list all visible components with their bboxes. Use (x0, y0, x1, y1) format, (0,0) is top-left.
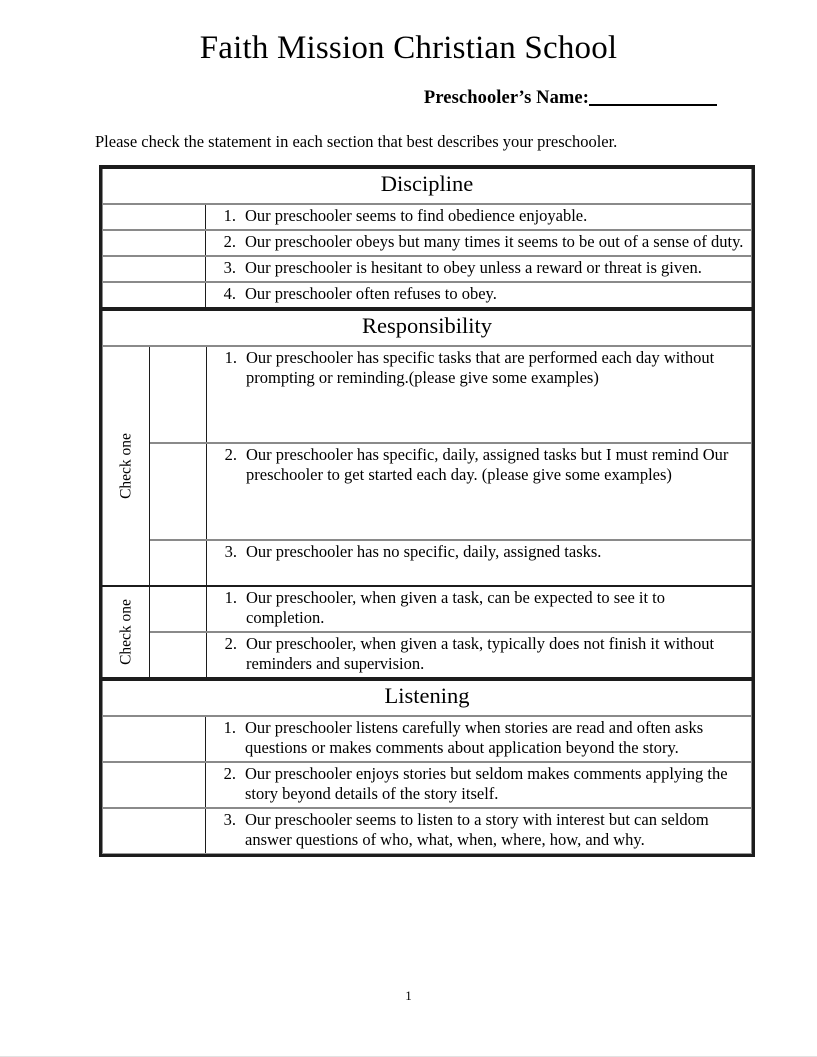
statement-text: Our preschooler seems to find obedience enjoyable. (245, 205, 588, 225)
checkbox-cell[interactable] (102, 717, 206, 761)
checkbox-cell[interactable] (102, 283, 206, 307)
section-rows (102, 717, 752, 854)
statement-cell (206, 257, 752, 281)
checkbox-cell[interactable] (150, 633, 207, 677)
checkbox-cell[interactable] (150, 541, 207, 585)
statement-text: Our preschooler often refuses to obey. (245, 283, 497, 303)
preschooler-name-input[interactable] (589, 104, 717, 106)
table-row (150, 587, 752, 633)
statement-text: Our preschooler listens carefully when stories are read and often asks questions or makes comments about application beyond the story. (245, 717, 704, 757)
table-row (102, 809, 752, 853)
table-row (102, 257, 752, 283)
statement-text: Our preschooler has specific tasks that are performed each day without prompting or reminding.(please give some examples) (246, 347, 715, 387)
check-one-column (102, 587, 150, 678)
page-title: Faith Mission Christian School (199, 30, 618, 66)
check-one-column (102, 347, 150, 585)
instruction-text: Please check the statement in each section that best describes your preschooler. (95, 131, 618, 151)
statement-text: Our preschooler has no specific, daily, assigned tasks. (246, 541, 602, 561)
table-row (150, 541, 752, 585)
statement-number: 1. (223, 205, 236, 225)
statement-text: Our preschooler, when given a task, can be expected to see it to completion. (246, 587, 666, 627)
statement-number: 1. (224, 587, 237, 607)
check-one-rows (150, 347, 752, 585)
checkbox-cell[interactable] (102, 763, 206, 807)
statement-text: Our preschooler obeys but many times it seems to be out of a sense of duty. (245, 231, 744, 251)
statement-cell (206, 717, 752, 761)
checkbox-cell[interactable] (102, 205, 206, 229)
statement-text: Our preschooler, when given a task, typically does not finish it without reminders and supervision. (246, 633, 715, 673)
table-row (102, 763, 752, 809)
statement-text: Our preschooler is hesitant to obey unless a reward or threat is given. (245, 257, 702, 277)
checkbox-cell[interactable] (102, 231, 206, 255)
statement-number: 3. (224, 541, 237, 561)
statement-number: 4. (223, 283, 236, 303)
checkbox-cell[interactable] (102, 257, 206, 281)
statement-text: Our preschooler seems to listen to a story with interest but can seldom answer questions of who, what, when, where, how, and why. (245, 810, 709, 850)
form-section-discipline (102, 169, 752, 307)
table-row (102, 205, 752, 231)
table-row (150, 444, 752, 541)
statement-cell (206, 231, 752, 255)
table-row (102, 717, 752, 763)
evaluation-form (99, 165, 755, 857)
section-rows (102, 205, 752, 308)
statement-number: 1. (223, 717, 236, 737)
table-row (102, 283, 752, 307)
preschooler-name-label: Preschooler’s Name: (423, 87, 589, 108)
statement-cell (207, 587, 752, 631)
checkbox-cell[interactable] (150, 347, 207, 442)
statement-number: 1. (224, 347, 237, 367)
section-title: Responsibility (102, 311, 752, 347)
statement-number: 3. (223, 810, 236, 829)
checkbox-cell[interactable] (150, 587, 207, 631)
check-one-group (102, 585, 752, 678)
check-one-rows (150, 587, 752, 678)
statement-cell (207, 444, 752, 539)
statement-cell (207, 541, 752, 585)
statement-number: 2. (223, 231, 236, 251)
statement-cell (206, 205, 752, 229)
table-row (150, 633, 752, 677)
statement-cell (207, 347, 752, 442)
section-title: Discipline (102, 169, 752, 205)
page-number: 1 (405, 988, 412, 1003)
statement-number: 2. (224, 444, 237, 464)
table-row (102, 231, 752, 257)
section-title: Listening (102, 681, 752, 717)
checkbox-cell[interactable] (150, 444, 207, 539)
checkbox-cell[interactable] (102, 809, 206, 853)
statement-cell (207, 633, 752, 677)
check-one-group (102, 347, 752, 585)
statement-text: Our preschooler has specific, daily, assigned tasks but I must remind Our preschooler to get started each day. (please give some examples) (246, 444, 729, 484)
statement-number: 2. (224, 633, 237, 653)
form-section-listening (102, 677, 752, 853)
form-section-responsibility (102, 307, 752, 677)
check-one-label: Check one (116, 598, 134, 665)
statement-cell (206, 283, 752, 307)
statement-cell (206, 763, 752, 807)
form-frame (99, 165, 755, 857)
preschooler-name-row (0, 88, 817, 109)
statement-number: 2. (223, 763, 236, 783)
statement-text: Our preschooler enjoys stories but seldom makes comments applying the story beyond details of the story itself. (245, 763, 728, 803)
check-one-label: Check one (116, 432, 134, 499)
statement-number: 3. (223, 257, 236, 277)
table-row (150, 347, 752, 444)
statement-cell (206, 809, 752, 853)
